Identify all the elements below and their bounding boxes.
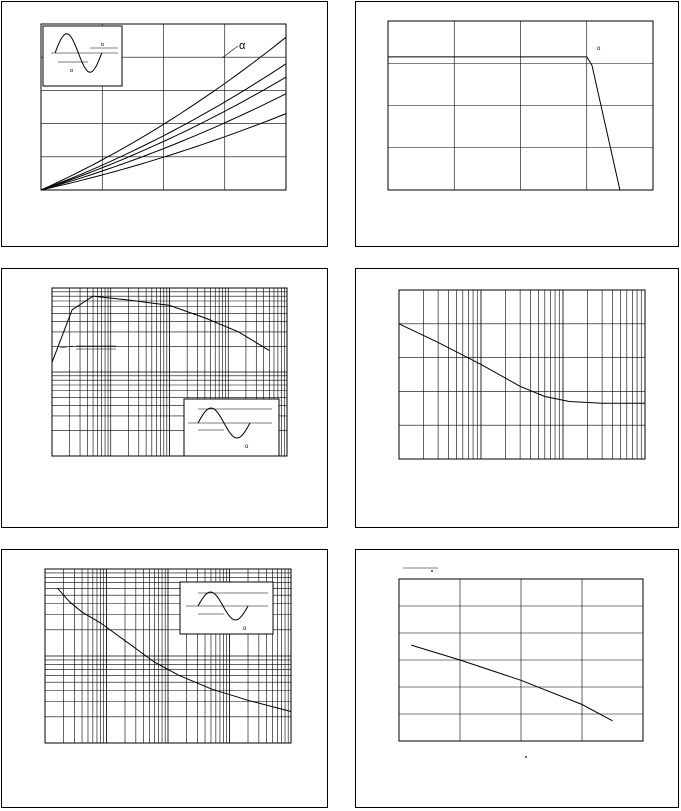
chart-c3 bbox=[52, 288, 287, 456]
c1-inset-label-1: α bbox=[70, 68, 73, 74]
c1-curve-label: α bbox=[239, 40, 246, 52]
c6-series-curve bbox=[411, 645, 612, 721]
c4-plot-frame bbox=[399, 290, 645, 459]
c6-legend-dot bbox=[431, 570, 433, 572]
chart-c1 bbox=[41, 24, 286, 190]
c1-curve-label-leader bbox=[222, 46, 238, 58]
c3-inset-box bbox=[184, 399, 279, 456]
c6-axis-dot bbox=[525, 756, 527, 758]
chart-c6 bbox=[399, 568, 643, 758]
c2-curve-label: o bbox=[597, 46, 601, 52]
c1-inset-label-2: α bbox=[101, 42, 104, 48]
c2-series-derating bbox=[388, 57, 620, 190]
chart-c2 bbox=[388, 21, 653, 190]
c1-inset-box bbox=[43, 26, 122, 86]
c5-inset-box bbox=[180, 582, 273, 634]
chart-c5 bbox=[45, 569, 291, 743]
c5-inset-label: o bbox=[243, 626, 247, 632]
c3-inset-label: o bbox=[245, 444, 249, 450]
chart-c4 bbox=[399, 290, 645, 459]
